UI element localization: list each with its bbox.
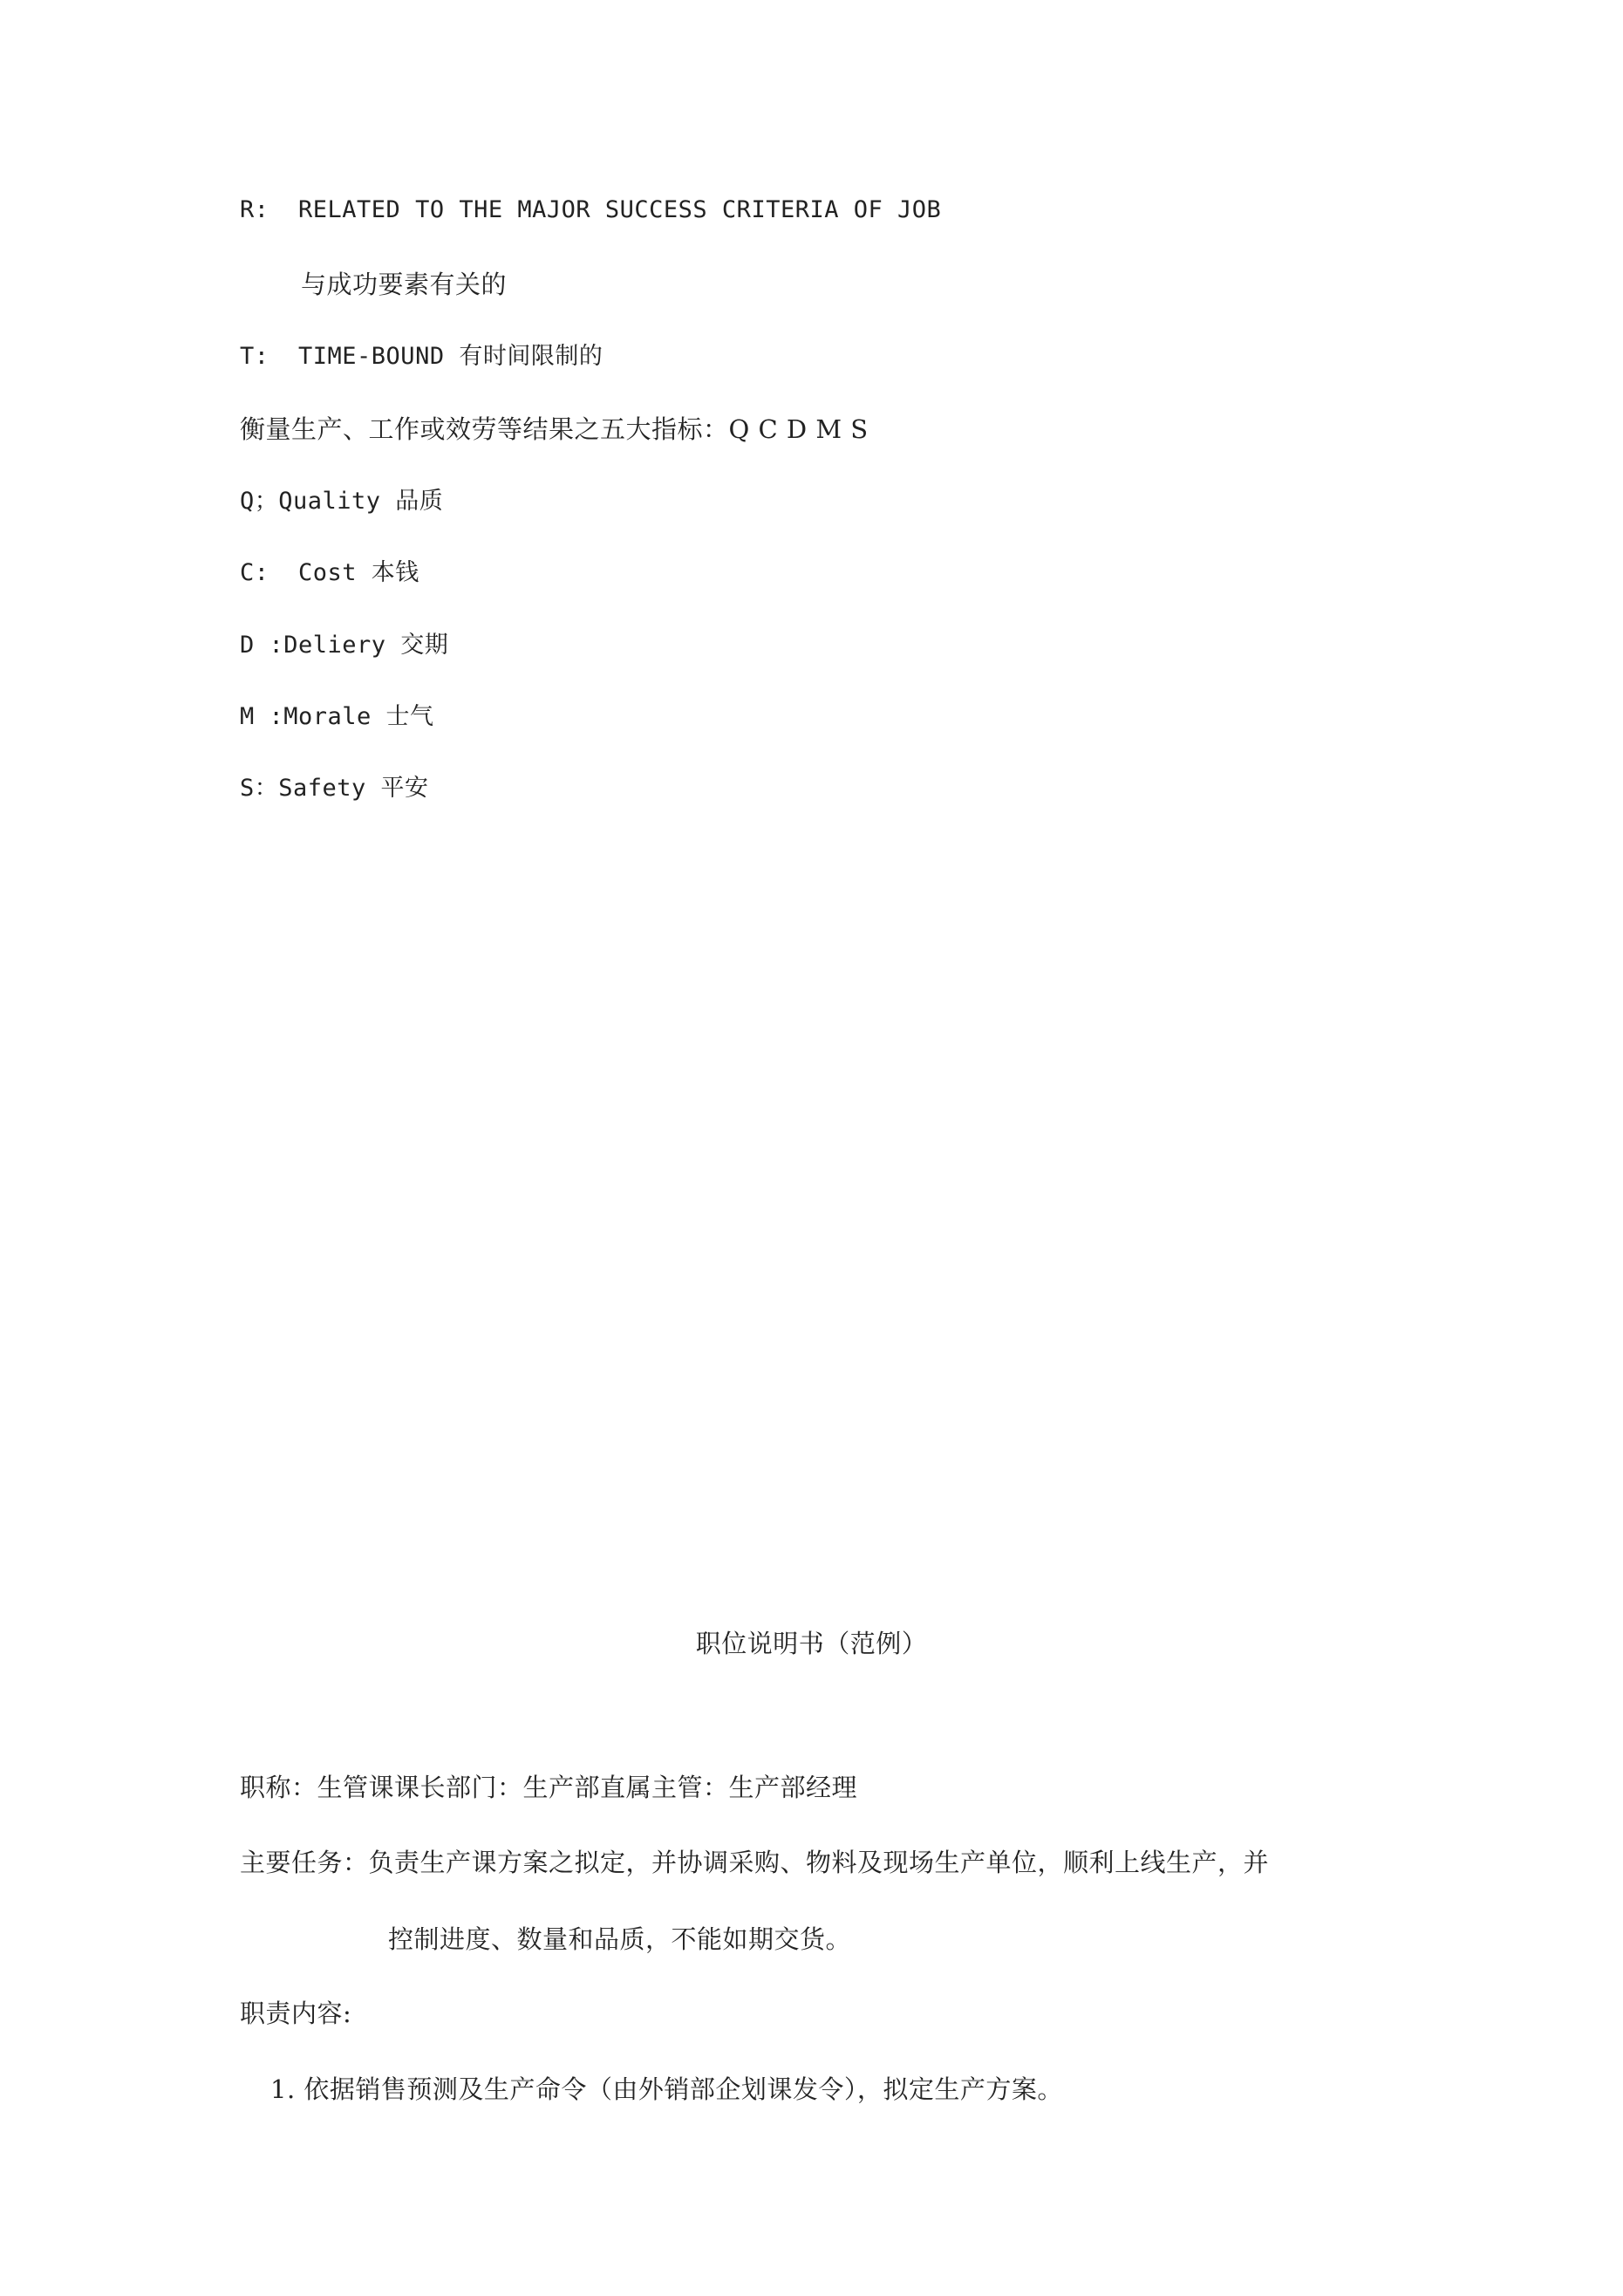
- smart-r-line: R: RELATED TO THE MAJOR SUCCESS CRITERIA OF JOB: [240, 196, 942, 223]
- smart-t-line: T: TIME-BOUND 有时间限制的: [240, 343, 604, 370]
- qcdms-item-cost: C: Cost 本钱: [240, 559, 419, 586]
- qcdms-item-safety: S：Safety 平安: [240, 775, 429, 802]
- smart-r-translation: 与成功要素有关的: [301, 270, 508, 299]
- duty-item: 1. 依据销售预测及生产命令（由外销部企划课发令），拟定生产方案。: [270, 2074, 1063, 2104]
- main-task-line-1: 主要任务：负责生产课方案之拟定，并协调采购、物料及现场生产单位，顺利上线生产，并: [240, 1848, 1270, 1877]
- qcdms-item-morale: M :Morale 士气: [240, 703, 434, 730]
- duties-heading: 职责内容:: [240, 1999, 352, 2028]
- job-description-title: 职位说明书（范例）: [695, 1629, 928, 1658]
- qcdms-intro: 衡量生产、工作或效劳等结果之五大指标：Q C D M S: [240, 414, 869, 444]
- qcdms-item-quality: Q；Quality 品质: [240, 488, 444, 515]
- qcdms-item-delivery: D :Deliery 交期: [240, 632, 449, 659]
- main-task-line-2: 控制进度、数量和品质，不能如期交货。: [388, 1924, 852, 1954]
- position-line: 职称：生管课课长部门：生产部直属主管：生产部经理: [240, 1773, 858, 1802]
